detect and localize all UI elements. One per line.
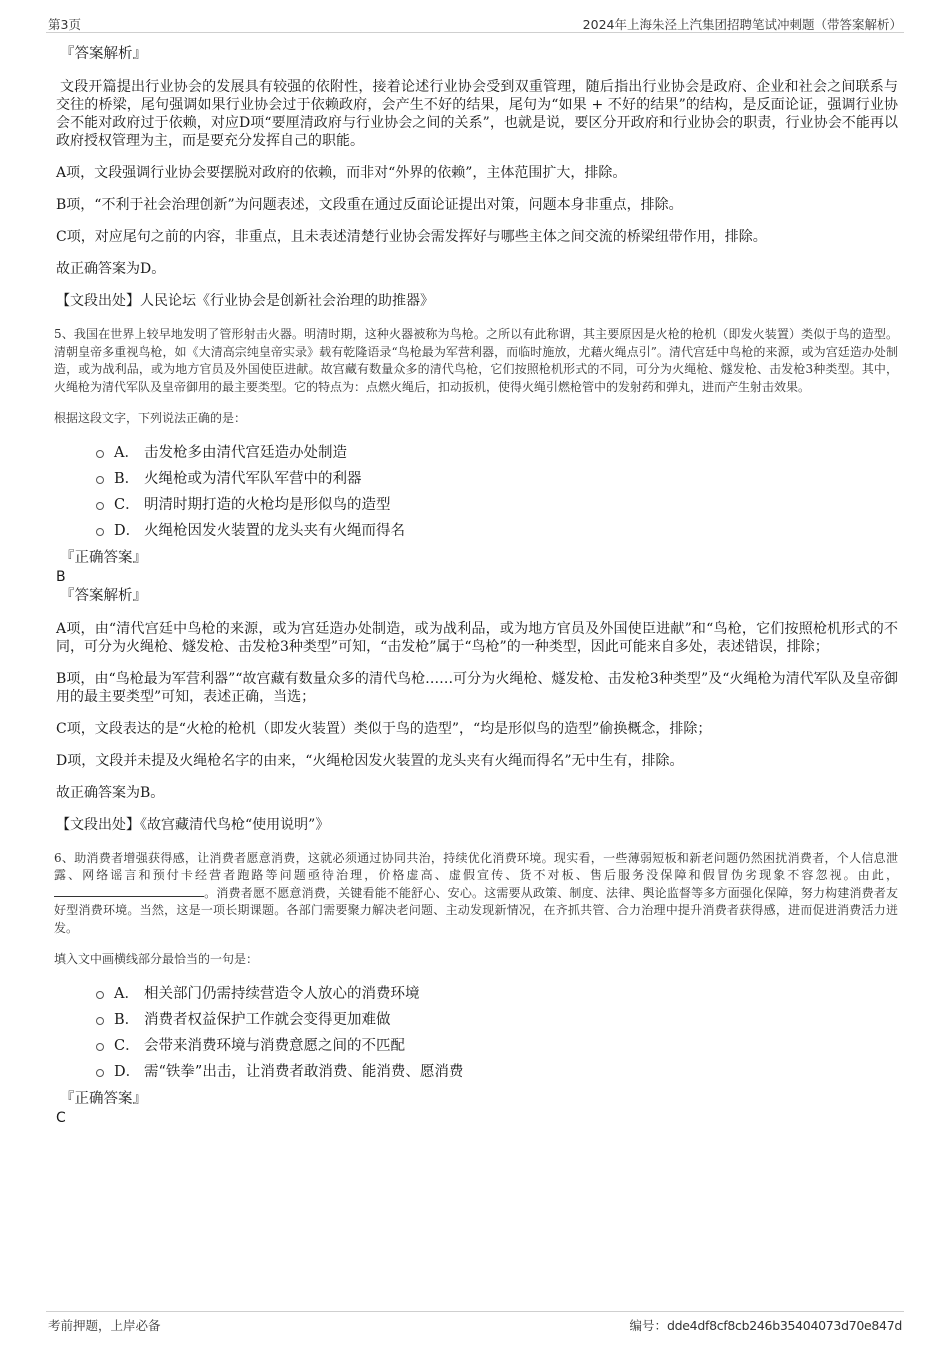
radio-button[interactable] [96,450,104,458]
q6-stem: 6、助消费者增强获得感，让消费者愿意消费，这就必须通过协同共治，持续优化消费环境。现实看，一些薄弱短板和新老问题仍然困扰消费者，个人信息泄露、网络谣言和预付卡经营者跑路等问题亟待治理，价格虚高、虚假宣传、货不对板、售后服务没保障和假冒伪劣现象不容忽视。由此，。消费者愿不愿意消费，关键看能不能舒心、安心。这需要从政策、制度、法律、舆论监督等多方面强化保障，努力构建消费者友好型消费环境。当然，这是一项长期课题。各部门需要聚力解决老问题、主动发现新情况，在齐抓共管、合力治理中提升消费者获得感，进而促进消费活力迸发。 [54,850,898,935]
q6-option-d[interactable]: D． 需“铁拳”出击，让消费者敢消费、能消费、愿消费 [56,1059,898,1085]
q5-source: 【文段出处】《故宫藏清代鸟枪“使用说明”》 [56,816,330,833]
radio-button[interactable] [96,1043,104,1051]
q5-option-c[interactable]: C． 明清时期打造的火枪均是形似鸟的造型 [56,492,898,518]
q5-option-d[interactable]: D． 火绳枪因发火装置的龙头夹有火绳而得名 [56,518,898,544]
fill-blank-line [54,885,204,897]
q6-prompt: 填入文中画横线部分最恰当的一句是： [54,952,259,966]
q4-analysis-p1: 文段开篇提出行业协会的发展具有较强的依附性，接着论述行业协会受到双重管理，随后指出行业协会是政府、企业和社会之间联系与交往的桥梁，尾句强调如果行业协会过于依赖政府，会产生不好的结果，尾句为“如果 + 不好的结果”的结构，是反面论证，强调行业协会不能对政府过于依赖，对应D项“要厘清政府与行业协会之间的关系”，也就是说，要区分开政府和行业协会的职责，行业协会不能再以政府授权管理为主，而是要充分发挥自己的职能。 [56,79,898,149]
page-header [46,10,904,33]
radio-button[interactable] [96,528,104,536]
q5-prompt: 根据这段文字，下列说法正确的是： [54,411,247,425]
q5-options [56,440,898,544]
radio-button[interactable] [96,1069,104,1077]
q4-source: 【文段出处】人民论坛《行业协会是创新社会治理的助推器》 [56,293,434,309]
q5-analysis-b: B项，由“鸟枪最为军营利器”“故宫藏有数量众多的清代鸟枪……可分为火绳枪、燧发枪、击发枪3种类型”及“火绳枪为清代军队及皇帝御用的最主要类型”可知，表述正确，当选； [56,670,898,705]
q6-options [56,981,898,1085]
q5-analysis-a: A项，由“清代宫廷中鸟枪的来源，或为宫廷造办处制造，或为战利品，或为地方官员及外国使臣进献”和“鸟枪，它们按照枪机形式的不同，可分为火绳枪、燧发枪、击发枪3种类型”可知，“击发枪”属于“鸟枪”的一种类型，因此可能来自多处，表述错误，排除； [56,620,898,655]
q6-option-a[interactable]: A． 相关部门仍需持续营造令人放心的消费环境 [56,981,898,1007]
radio-button[interactable] [96,502,104,510]
q4-analysis-conclusion: 故正确答案为D。 [56,261,166,277]
q4-analysis-p2: A项，文段强调行业协会要摆脱对政府的依赖，而非对“外界的依赖”，主体范围扩大，排除。 [56,165,627,181]
page-footer [46,1311,904,1336]
q5-analysis-conclusion: 故正确答案为B。 [56,784,165,801]
q4-analysis-p3: B项，“不利于社会治理创新”为问题表述，文段重在通过反面论证提出对策，问题本身非重点，排除。 [56,197,683,213]
q5-analysis-d: D项，文段并未提及火绳枪名字的由来，“火绳枪因发火装置的龙头夹有火绳而得名”无中生有，排除。 [56,752,684,769]
q6-correct-answer: C [56,1109,66,1126]
q5-correct-label: 『正确答案』 [60,549,147,566]
q5-option-b[interactable]: B． 火绳枪或为清代军队军营中的利器 [56,466,898,492]
radio-button[interactable] [96,1017,104,1025]
q5-analysis-label: 『答案解析』 [60,587,147,604]
page-content [56,44,898,1127]
q5-stem: 5、我国在世界上较早地发明了管形射击火器。明清时期，这种火器被称为鸟枪。之所以有此称谓，其主要原因是火枪的枪机（即发火装置）类似于鸟的造型。清朝皇帝多重视鸟枪，如《大清高宗纯皇帝实录》载有乾隆语录“鸟枪最为军营利器，而临时施放，尤藉火绳点引”。清代宫廷中鸟枪的来源，或为宫廷造办处制造，或为战利品，或为地方官员及外国使臣进献。故宫藏有数量众多的清代鸟枪，它们按照枪机形式的不同，可分为火绳枪、燧发枪、击发枪3种类型。其中，火绳枪为清代军队及皇帝御用的最主要类型。它的特点为：点燃火绳后，扣动扳机，使得火绳引燃枪管中的发射药和弹丸，进而产生射击效果。 [54,327,898,394]
q6-option-c[interactable]: C． 会带来消费环境与消费意愿之间的不匹配 [56,1033,898,1059]
document-title: 2024年上海朱泾上汽集团招聘笔试冲刺题（带答案解析） [582,17,902,32]
q6-option-b[interactable]: B． 消费者权益保护工作就会变得更加难做 [56,1007,898,1033]
q6-correct-label: 『正确答案』 [60,1090,147,1107]
footer-slogan: 考前押题，上岸必备 [48,1318,161,1333]
document-code: 编号：dde4df8cf8cb246b35404073d70e847d [629,1318,902,1333]
radio-button[interactable] [96,991,104,999]
radio-button[interactable] [96,476,104,484]
q5-option-a[interactable]: A． 击发枪多由清代宫廷造办处制造 [56,440,898,466]
q4-analysis-label: 『答案解析』 [60,46,147,62]
q5-analysis-c: C项，文段表达的是“火枪的枪机（即发火装置）类似于鸟的造型”，“均是形似鸟的造型”偷换概念，排除； [56,720,712,737]
q5-correct-answer: B [56,568,66,585]
q4-analysis-p4: C项，对应尾句之前的内容，非重点，且未表述清楚行业协会需发挥好与哪些主体之间交流的桥梁纽带作用，排除。 [56,229,767,245]
page-number: 第3页 [48,17,81,32]
